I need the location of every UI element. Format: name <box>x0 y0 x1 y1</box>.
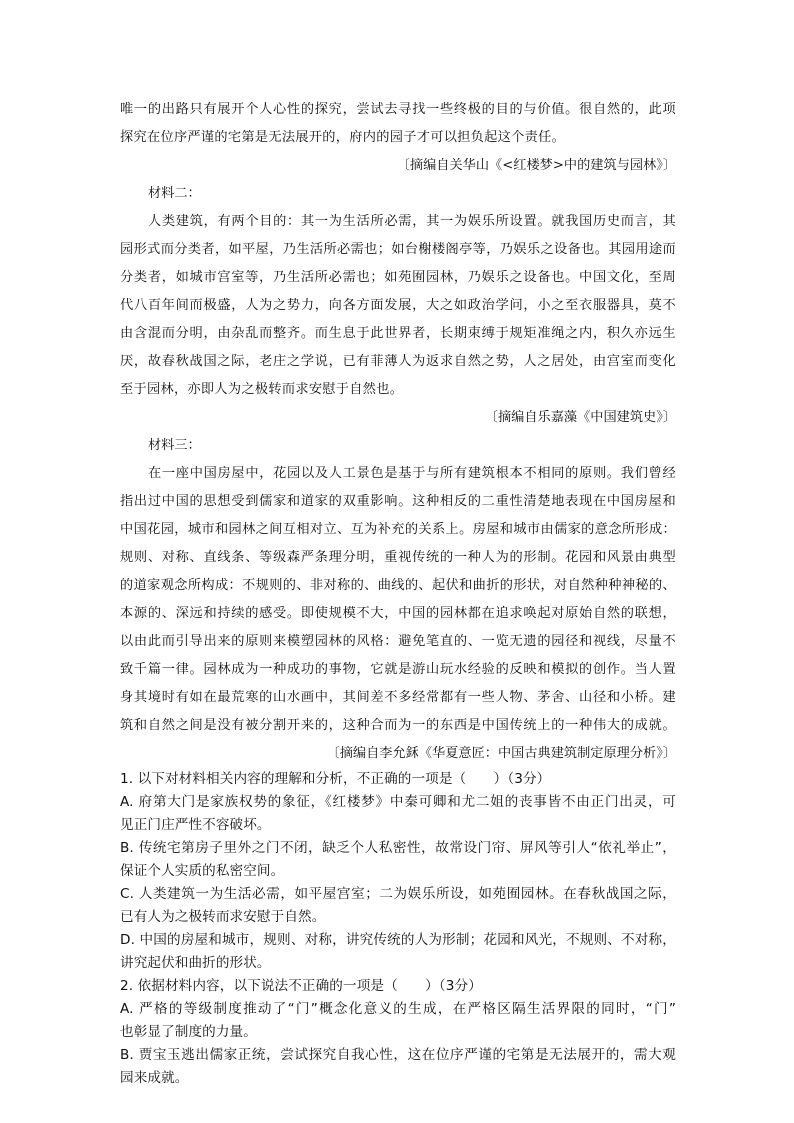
paragraph-line: 唯一的出路只有展开个人心性的探究，尝试去寻找一些终极的目的与价值。很自然的，此项 <box>120 102 676 117</box>
paragraph-line: 在一座中国房屋中，花园以及人工景色是基于与所有建筑根本不相同的原则。我们曾经 <box>148 466 676 481</box>
paragraph-line: 由含混而分明，由杂乱而整齐。而生息于此世界者，长期束缚于规矩准绳之内，积久亦远生 <box>120 326 676 341</box>
paragraph-line: 中国花园，城市和园林之间互相对立、互为补充的关系上。房屋和城市由儒家的意念所形成： <box>120 522 676 537</box>
question-option-cont: 园来成就。 <box>120 1070 189 1086</box>
paragraph-line: 探究在位序严谨的宅第是无法展开的，府内的园子才可以担负起这个责任。 <box>120 130 566 145</box>
paragraph-line: 至于园林，亦即人为之极转而求安慰于自然也。 <box>120 382 404 397</box>
paragraph-line: 的道家观念所构成：不规则的、非对称的、曲线的、起伏和曲折的形状，对自然种种神秘的、 <box>120 578 676 593</box>
paragraph-line: 指出过中国的思想受到儒家和道家的双重影响。这种相反的二重性清楚地表现在中国房屋和 <box>120 494 676 509</box>
paragraph-line: 筑和自然之间是没有被分割开来的，这种合而为一的东西是中国传统上的一种伟大的成就。 <box>120 718 676 733</box>
paragraph-line: 人类建筑，有两个目的：其一为生活所必需，其一为娱乐所设置。就我国历史而言，其 <box>148 214 676 229</box>
question-option: B. 传统宅第房子里外之门不闭，缺乏个人私密性，故常设门帘、屏风等引人“依礼举止”， <box>120 840 676 856</box>
material-label: 材料三： <box>148 438 201 453</box>
question-stem: 2. 依据材料内容，以下说法不正确的一项是（ ）（3分） <box>120 978 482 994</box>
question-option: D. 中国的房屋和城市，规则、对称，讲究传统的人为形制；花园和风光，不规则、不对称， <box>120 932 676 948</box>
source-citation: 〔摘编自乐嘉藻《中国建筑史》〕 <box>484 410 676 425</box>
material-label: 材料二： <box>148 186 201 201</box>
paragraph-line: 规则、对称、直线条、等级森严条理分明，重视传统的一种人为的形制。花园和风景由典型 <box>120 550 676 565</box>
paragraph-line: 代八百年间而极盛，人为之势力，向各方面发展，大之如政治学问，小之至衣服器具，莫不 <box>120 298 676 313</box>
paragraph-line: 本源的、深远和持续的感受。即使规模不大，中国的园林都在追求唤起对原始自然的联想， <box>120 606 676 621</box>
paragraph-line: 以由此而引导出来的原则来模塑园林的风格：避免笔直的、一览无遗的园径和视线，尽量不 <box>120 634 676 649</box>
paragraph-line: 分类者，如城市宫室等，乃生活所必需也；如苑囿园林，乃娱乐之设备也。中国文化，至周 <box>120 270 676 285</box>
source-citation: 〔摘编自关华山《<红楼梦>中的建筑与园林》〕 <box>396 158 676 173</box>
paragraph-line: 身其境时有如在最荒寒的山水画中，其间差不多经常都有一些人物、茅舍、山径和小桥。建 <box>120 690 676 705</box>
question-option-cont: 保证个人实质的私密空间。 <box>120 863 285 879</box>
question-option-cont: 讲究起伏和曲折的形状。 <box>120 955 271 971</box>
question-option: A. 府第大门是家族权势的象征，《红楼梦》中秦可卿和尤二姐的丧事皆不由正门出灵，可 <box>120 794 676 810</box>
question-option-cont: 见正门庄严性不容破坏。 <box>120 817 271 833</box>
paragraph-line: 厌，故春秋战国之际，老庄之学说，已有菲薄人为返求自然之势，人之居处，由宫室而变化 <box>120 354 676 369</box>
question-option: B. 贾宝玉逃出儒家正统，尝试探究自我心性，这在位序严谨的宅第是无法展开的，需大观 <box>120 1047 676 1063</box>
paragraph-line: 园形式而分类者，如平屋，乃生活所必需也；如台榭楼阁亭等，乃娱乐之设备也。其园用途而 <box>120 242 676 257</box>
question-stem: 1. 以下对材料相关内容的理解和分析，不正确的一项是（ ）（3分） <box>120 771 551 787</box>
question-option: C. 人类建筑一为生活必需，如平屋宫室；二为娱乐所设，如苑囿园林。在春秋战国之际， <box>120 886 676 902</box>
question-option: A. 严格的等级制度推动了“门”概念化意义的生成，在严格区隔生活界限的同时，“门” <box>120 1001 676 1017</box>
question-option-cont: 已有人为之极转而求安慰于自然。 <box>120 909 326 925</box>
source-citation: 〔摘编自李允鉌《华夏意匠：中国古典建筑制定原理分析》〕 <box>326 746 676 761</box>
question-option-cont: 也彰显了制度的力量。 <box>120 1024 257 1040</box>
paragraph-line: 致千篇一律。园林成为一种成功的事物，它就是游山玩水经验的反映和模拟的创作。当人置 <box>120 662 676 677</box>
